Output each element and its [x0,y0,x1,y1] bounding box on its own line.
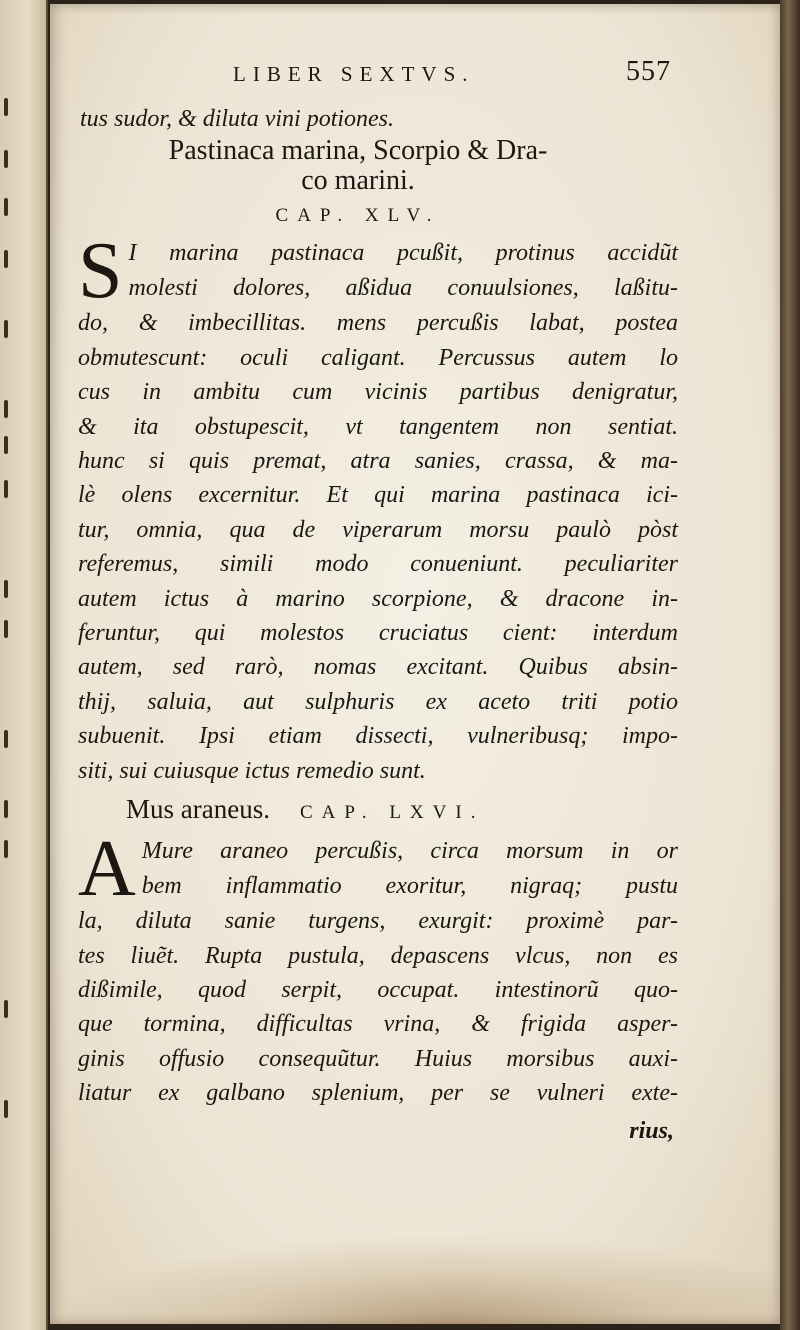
drop-cap: S [78,227,123,316]
opening-line: tus sudor, & diluta vini potiones. [80,106,395,132]
text-line: la, diluta sanie turgens, exurgit: proximè par- [78,908,678,935]
page-number: 557 [626,56,671,87]
paragraph-2 [78,825,678,1110]
text-line: do, & imbecillitas. mens percußis labat, postea [78,310,678,337]
drop-cap: A [78,825,136,914]
chapter-heading: CAP. XLV. [275,205,441,227]
text-line: & ita obstupescit, vt tangentem non sentiat. [78,413,678,440]
text-line: Mure araneo percußis, circa morsum in or [141,838,678,865]
text-line: autem, sed rarò, nomas excitant. Quibus absin- [78,654,678,681]
catchword: rius, [629,1117,674,1144]
text-line: siti, sui cuiusque ictus remedio sunt. [78,757,426,784]
section-heading-2 [126,788,678,834]
book-page [50,4,780,1324]
text-line: bem inflammatio exoritur, nigraq; pustu [141,872,678,899]
book-fore-edge [780,0,800,1330]
text-line: autem ictus à marino scorpione, & dracone in- [78,585,678,612]
text-line: liatur ex galbano splenium, per se vulneri exte- [78,1080,678,1107]
text-line: thij, saluia, aut sulphuris ex aceto triti potio [78,688,678,715]
text-line: subuenit. Ipsi etiam dissecti, vulneribusq; impo- [78,723,678,750]
text-line: tur, omnia, qua de viperarum morsu paulò pòst [78,516,678,543]
text-line: ginis offusio consequũtur. Huius morsibus auxi- [78,1045,678,1072]
text-line: que tormina, difficultas vrina, & frigida asper- [78,1011,678,1038]
text-line: tes liuẽt. Rupta pustula, depascens vlcus, non es [78,942,678,969]
text-line: molesti dolores, aßidua conuulsiones, laßitu- [128,274,678,301]
paragraph-1 [78,227,678,788]
text-line: referemus, simili modo conueniunt. peculiariter [78,551,678,578]
running-title: LIBER SEXTVS. [233,62,475,86]
page-text [78,56,678,1151]
text-line: lè olens excernitur. Et qui marina pastinaca ici- [78,482,678,509]
text-line: cus in ambitu cum vicinis partibus denigratur, [78,379,678,406]
water-stain [50,1234,780,1324]
facing-page-margin-marks [0,0,20,1330]
section-heading-line-2: co marini. [301,165,415,197]
facing-page-edge [0,0,48,1330]
section-heading-line-1: Pastinaca marina, Scorpio & Dra- [168,135,548,167]
text-line: feruntur, qui molestos cruciatus cient: interdum [78,620,678,647]
chapter-heading-2: CAP. LXVI. [299,802,485,824]
section-heading-2-title: Mus araneus. [126,794,270,825]
text-line: dißimile, quod serpit, occupat. intestinorũ quo- [78,976,678,1003]
text-line: obmutescunt: oculi caligant. Percussus autem lo [78,344,678,371]
text-line: hunc si quis premat, atra sanies, crassa, & ma- [78,448,678,475]
running-head [78,56,678,102]
text-line: I marina pastinaca pcußit, protinus accidũt [128,240,678,267]
